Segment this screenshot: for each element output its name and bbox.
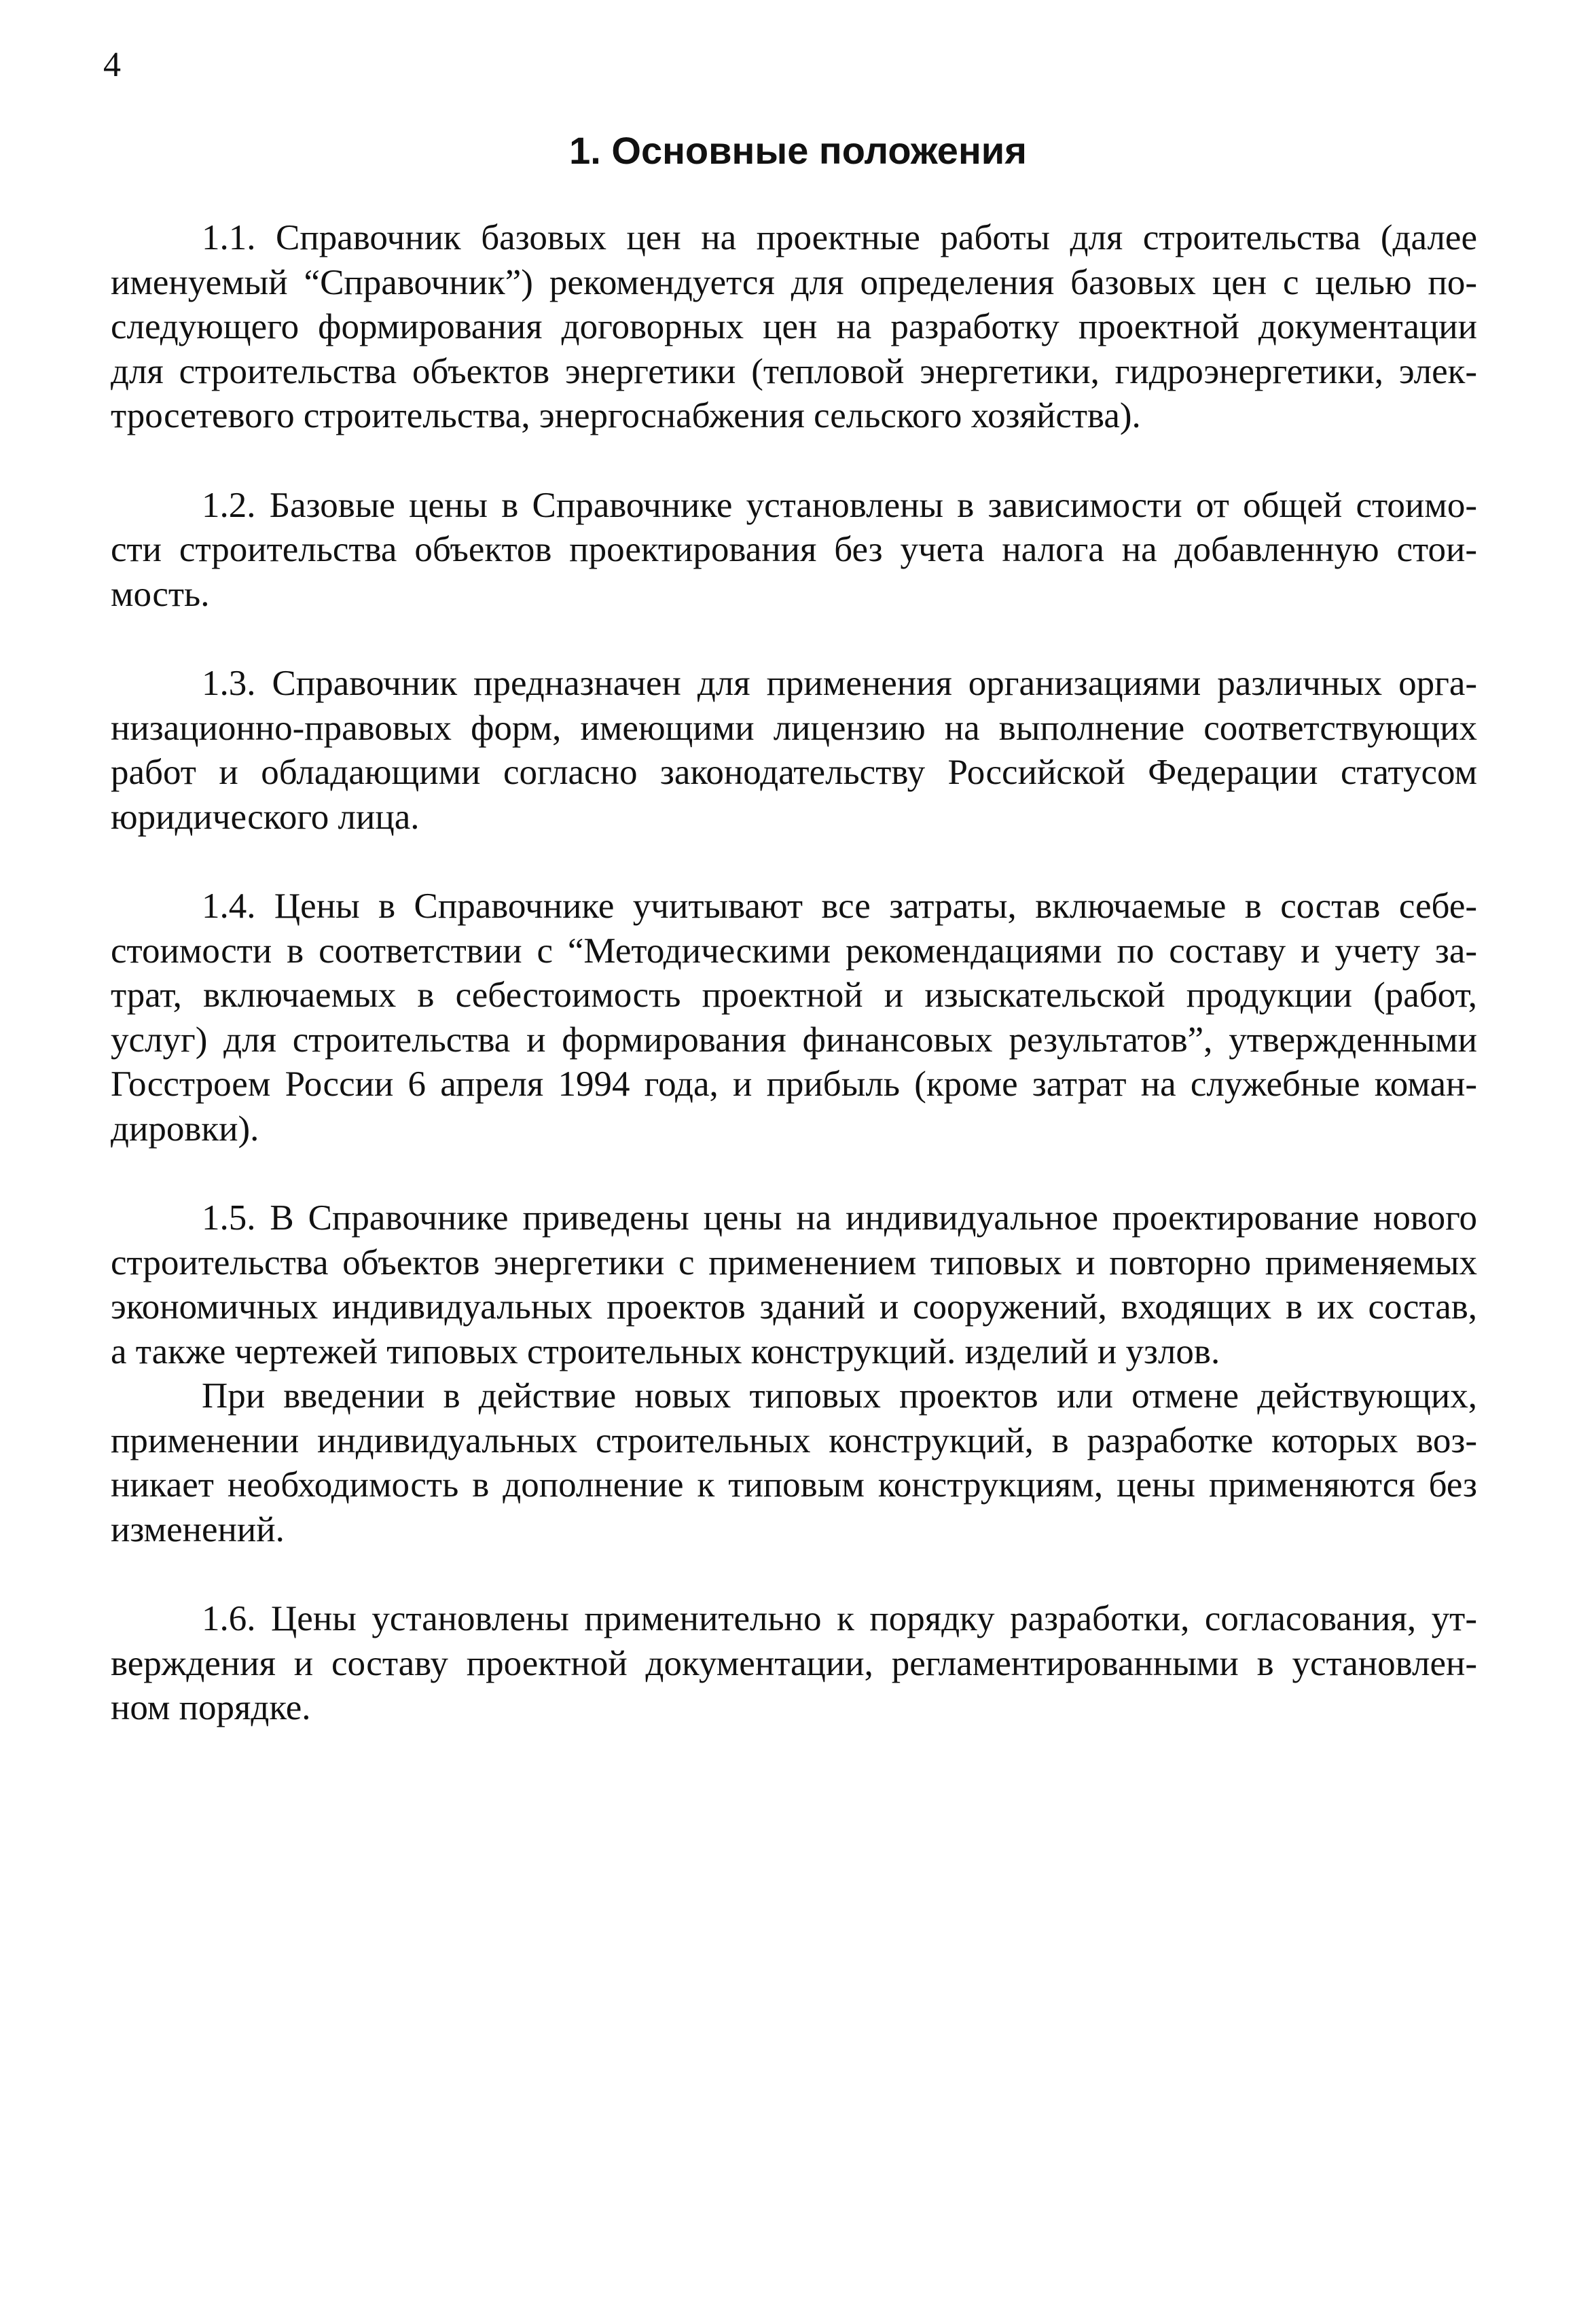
paragraph-1-5 [111, 1196, 1477, 1374]
section-heading: 1. Основные положения [569, 129, 1027, 172]
text-line: дировки). [111, 1109, 259, 1149]
text-line: работ и обладающими согласно законодательству Российской Федерации статусом [111, 753, 1477, 792]
text-line: изменений. [111, 1509, 285, 1549]
text-line: применении индивидуальных строительных конструкций, в разработке которых воз- [111, 1420, 1477, 1460]
paragraph-1-4 [111, 884, 1477, 1151]
document-body [111, 216, 1477, 1731]
text-line: 1.6. Цены установлены применительно к порядку разработки, согласования, ут- [202, 1599, 1477, 1638]
text-line: низационно-правовых форм, имеющими лицензию на выполнение соответствующих [111, 708, 1477, 748]
text-line: 1.3. Справочник предназначен для применения организациями различных орга- [202, 664, 1477, 703]
paragraph-1-2 [111, 484, 1477, 617]
text-line: Госстроем России 6 апреля 1994 года, и прибыль (кроме затрат на служебные коман- [111, 1064, 1477, 1104]
text-line: 1.4. Цены в Справочнике учитывают все затраты, включаемые в состав себе- [202, 886, 1477, 926]
paragraph-gap [111, 1151, 1477, 1196]
paragraph-1-3 [111, 662, 1477, 840]
paragraph-gap [111, 1552, 1477, 1597]
paragraph-gap [111, 439, 1477, 484]
text-line: сти строительства объектов проектирования без учета налога на добавленную стои- [111, 530, 1477, 569]
text-line: верждения и составу проектной документации, регламентированными в установлен- [111, 1643, 1477, 1683]
text-line: а также чертежей типовых строительных конструкций. изделий и узлов. [111, 1331, 1220, 1371]
text-line: услуг) для строительства и формирования финансовых результатов”, утвержденными [111, 1020, 1477, 1060]
paragraph-1-5-continued [111, 1374, 1477, 1552]
text-line: строительства объектов энергетики с применением типовых и повторно применяемых [111, 1242, 1477, 1282]
text-line: 1.1. Справочник базовых цен на проектные работы для строительства (далее [202, 218, 1477, 257]
paragraph-1-6 [111, 1597, 1477, 1731]
text-line: При введении в действие новых типовых проектов или отмене действующих, [202, 1376, 1477, 1416]
text-line: именуемый “Справочник”) рекомендуется для определения базовых цен с целью по- [111, 262, 1477, 302]
text-line: ном порядке. [111, 1688, 311, 1727]
text-line: для строительства объектов энергетики (тепловой энергетики, гидроэнергетики, элек- [111, 351, 1477, 391]
text-line: экономичных индивидуальных проектов зданий и сооружений, входящих в их состав, [111, 1287, 1477, 1327]
page-number: 4 [103, 46, 121, 84]
text-line: трат, включаемых в себестоимость проектной и изыскательской продукции (работ, [111, 975, 1477, 1015]
text-line: юридического лица. [111, 797, 420, 837]
text-line: следующего формирования договорных цен на разработку проектной документации [111, 307, 1477, 346]
text-line: 1.2. Базовые цены в Справочнике установлены в зависимости от общей стоимо- [202, 485, 1477, 525]
text-line: 1.5. В Справочнике приведены цены на индивидуальное проектирование нового [202, 1198, 1477, 1238]
paragraph-1-1 [111, 216, 1477, 439]
paragraph-gap [111, 840, 1477, 884]
text-line: никает необходимость в дополнение к типовым конструкциям, цены применяются без [111, 1465, 1477, 1505]
text-line: мость. [111, 574, 210, 614]
text-line: стоимости в соответствии с “Методическими рекомендациями по составу и учету за- [111, 931, 1477, 971]
text-line: тросетевого строительства, энергоснабжения сельского хозяйства). [111, 396, 1141, 435]
paragraph-gap [111, 617, 1477, 662]
